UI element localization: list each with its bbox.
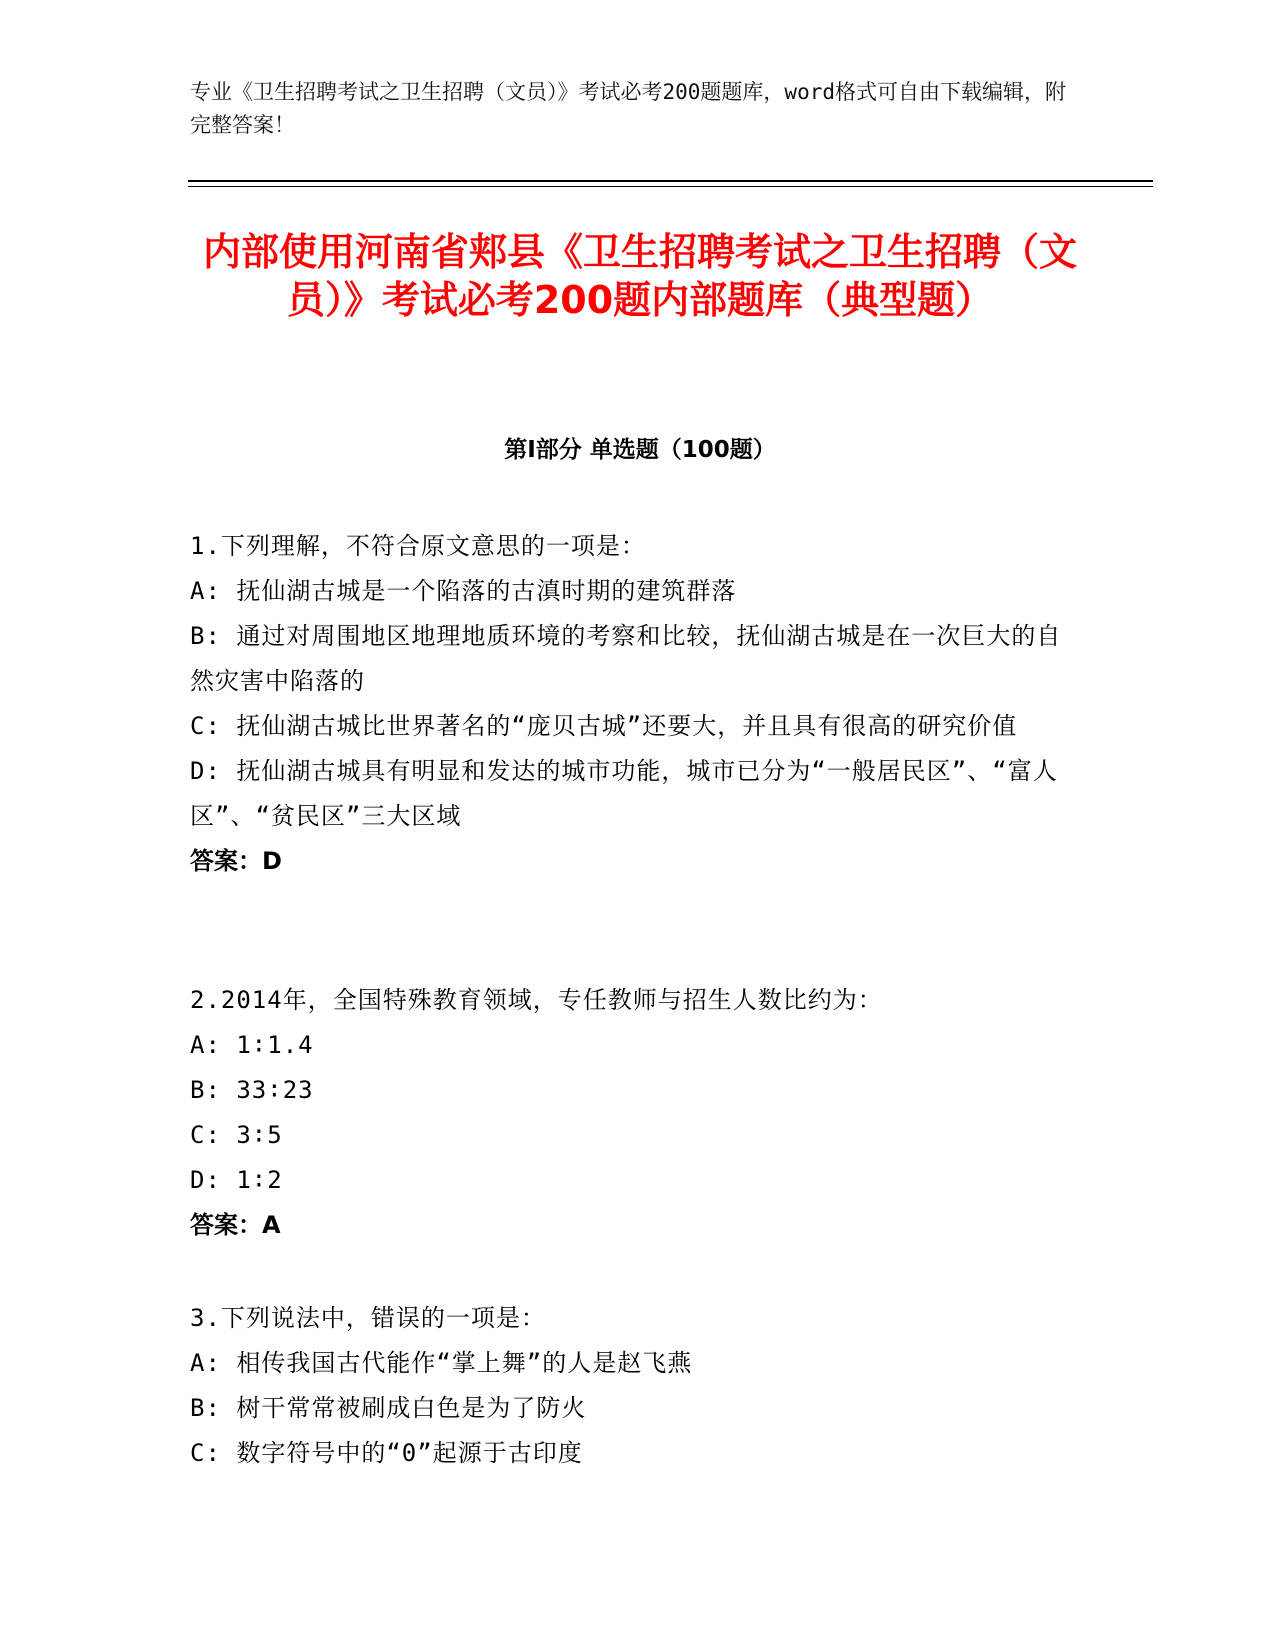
question-stem: 3.下列说法中，错误的一项是： [190, 1304, 546, 1332]
header-rule-thick [188, 180, 1153, 182]
option-d: D: 1∶2 [190, 1166, 283, 1194]
header-note: 专业《卫生招聘考试之卫生招聘（文员）》考试必考200题题库，word格式可自由下载编辑，附完整答案！ [190, 80, 1066, 137]
question-stem: 2.2014年，全国特殊教育领域，专任教师与招生人数比约为： [190, 986, 883, 1014]
question-2 [190, 978, 1070, 1248]
question-stem: 1.下列理解，不符合原文意思的一项是： [190, 532, 646, 560]
answer: 答案：D [190, 847, 282, 875]
option-a: A: 1∶1.4 [190, 1031, 314, 1059]
option-b: B: 树干常常被刷成白色是为了防火 [190, 1394, 587, 1422]
option-c: C: 数字符号中的“0”起源于古印度 [190, 1439, 583, 1467]
option-a: A: 相传我国古代能作“掌上舞”的人是赵飞燕 [190, 1349, 693, 1377]
option-b: B: 通过对周围地区地理地质环境的考察和比较，抚仙湖古城是在一次巨大的自然灾害中陷落的 [190, 622, 1062, 695]
question-1 [190, 524, 1070, 884]
document-title: 内部使用河南省郏县《卫生招聘考试之卫生招聘（文员）》考试必考200题内部题库（典型题） [202, 230, 1077, 322]
option-d: D: 抚仙湖古城具有明显和发达的城市功能，城市已分为“一般居民区”、“富人区”、“贫民区”三大区域 [190, 757, 1058, 830]
answer: 答案：A [190, 1211, 281, 1239]
question-3 [190, 1296, 1070, 1476]
option-a: A: 抚仙湖古城是一个陷落的古滇时期的建筑群落 [190, 577, 737, 605]
section-title: 第Ⅰ部分 单选题（100题） [504, 437, 776, 463]
option-c: C: 抚仙湖古城比世界著名的“庞贝古城”还要大，并且具有很高的研究价值 [190, 712, 1018, 740]
header-rule-thin [188, 186, 1153, 187]
option-c: C: 3∶5 [190, 1121, 283, 1149]
option-b: B: 33∶23 [190, 1076, 314, 1104]
